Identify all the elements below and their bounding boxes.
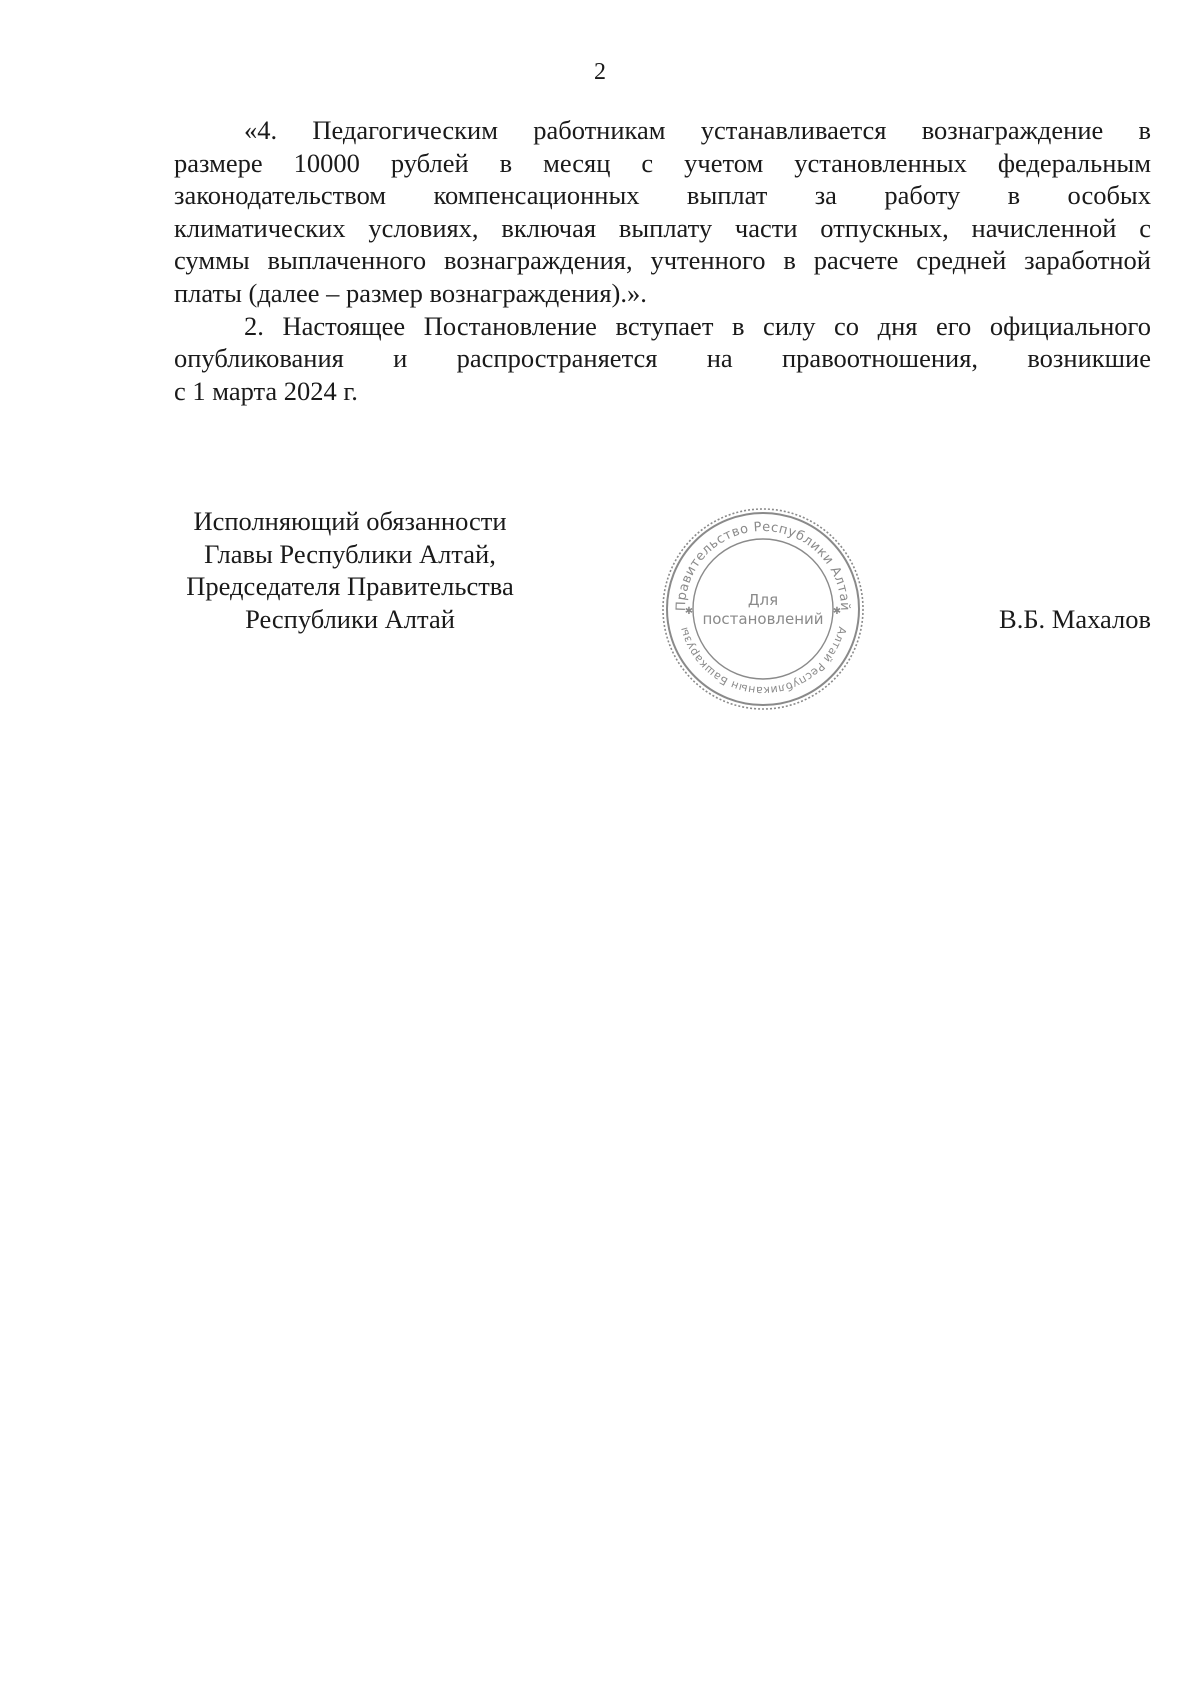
seal-outer-text-bottom-path: Алтай Республиканын Башкарузы [677,625,849,698]
seal-center-line-2: постановлений [702,610,824,628]
text-line: 2. Настоящее Постановление вступает в силу со дня его официального [244,310,1151,341]
text-line: платы (далее – размер вознаграждения).». [174,277,647,308]
text-line: климатических условиях, включая выплату части отпускных, начисленной с [174,212,1151,243]
signer-position-line: Председателя Правительства [186,571,514,602]
seal-outer-text-top-path: Правительство Республики Алтай [673,519,853,612]
paragraph-effective-date [174,310,1151,408]
signer-position-line: Республики Алтай [245,603,455,634]
seal-outer-text-bottom [677,625,849,697]
signer-name: В.Б. Махалов [999,604,1151,634]
signer-position-line: Главы Республики Алтай, [204,538,496,569]
document-body [174,114,1151,407]
signer-position-line: Исполняющий обязанности [193,506,507,536]
official-seal [657,503,869,715]
page-number: 2 [594,59,606,85]
text-line: опубликования и распространяется на правоотношения, возникшие [174,343,1151,374]
signer-position [150,505,550,635]
seal-star-icon: ✱ [684,606,694,617]
text-line: «4. Педагогическим работникам устанавливается вознаграждение в [244,115,1151,145]
paragraph-item-4 [174,114,1151,310]
text-line: законодательством компенсационных выплат за работу в особых [174,180,1151,211]
text-line: с 1 марта 2024 г. [174,375,358,406]
seal-center-line-1: Для [747,591,779,609]
text-line: суммы выплаченного вознаграждения, учтенного в расчете средней заработной [174,245,1151,276]
seal-star-icon: ✱ [832,606,842,617]
text-line: размере 10000 рублей в месяц с учетом установленных федеральным [174,147,1151,178]
